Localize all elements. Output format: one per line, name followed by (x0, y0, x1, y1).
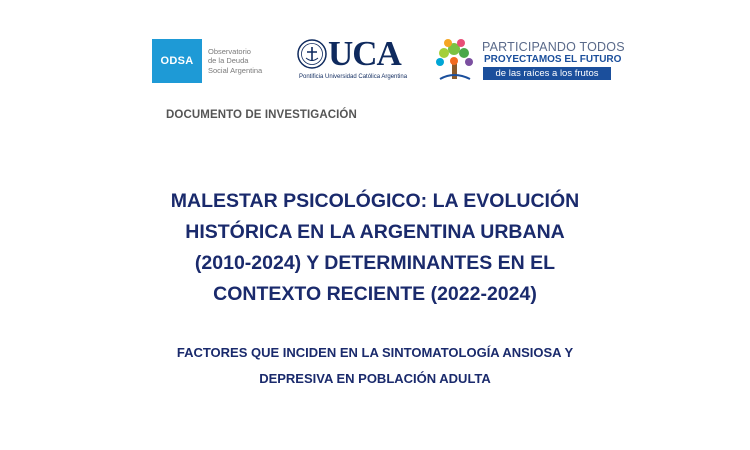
uca-subtitle: Pontificia Universidad Católica Argentina (299, 74, 408, 80)
uca-seal-icon (297, 39, 327, 69)
participando-todos-logo (432, 35, 625, 85)
subtitle-line: FACTORES QUE INCIDEN EN LA SINTOMATOLOGÍA ANSIOSA Y (176, 345, 574, 360)
title-line: CONTEXTO RECIENTE (2022-2024) (213, 283, 537, 305)
document-title (100, 186, 650, 310)
tree-people-icon (432, 35, 478, 83)
title-line: HISTÓRICA EN LA ARGENTINA URBANA (185, 221, 565, 243)
participando-line-1: PARTICIPANDO TODOS (482, 40, 625, 54)
participando-line-3: de las raíces a los frutos (483, 67, 611, 80)
document-subtitle (100, 340, 650, 392)
title-line: MALESTAR PSICOLÓGICO: LA EVOLUCIÓN (170, 190, 580, 212)
title-line: (2010-2024) Y DETERMINANTES EN EL (194, 252, 556, 274)
document-type-label: DOCUMENTO DE INVESTIGACIÓN (166, 109, 357, 121)
subtitle-line: DEPRESIVA EN POBLACIÓN ADULTA (259, 371, 491, 386)
odsa-logo (152, 39, 262, 83)
participando-line-2: PROYECTAMOS EL FUTURO (484, 54, 622, 65)
odsa-name-line: de la Deuda (208, 56, 249, 66)
odsa-name-line: Observatorio (208, 46, 251, 56)
odsa-name-line: Social Argentina (208, 65, 263, 75)
uca-wordmark: UCA (328, 34, 401, 73)
odsa-badge: ODSA (152, 39, 202, 83)
uca-logo (297, 36, 425, 86)
odsa-name (208, 47, 262, 76)
